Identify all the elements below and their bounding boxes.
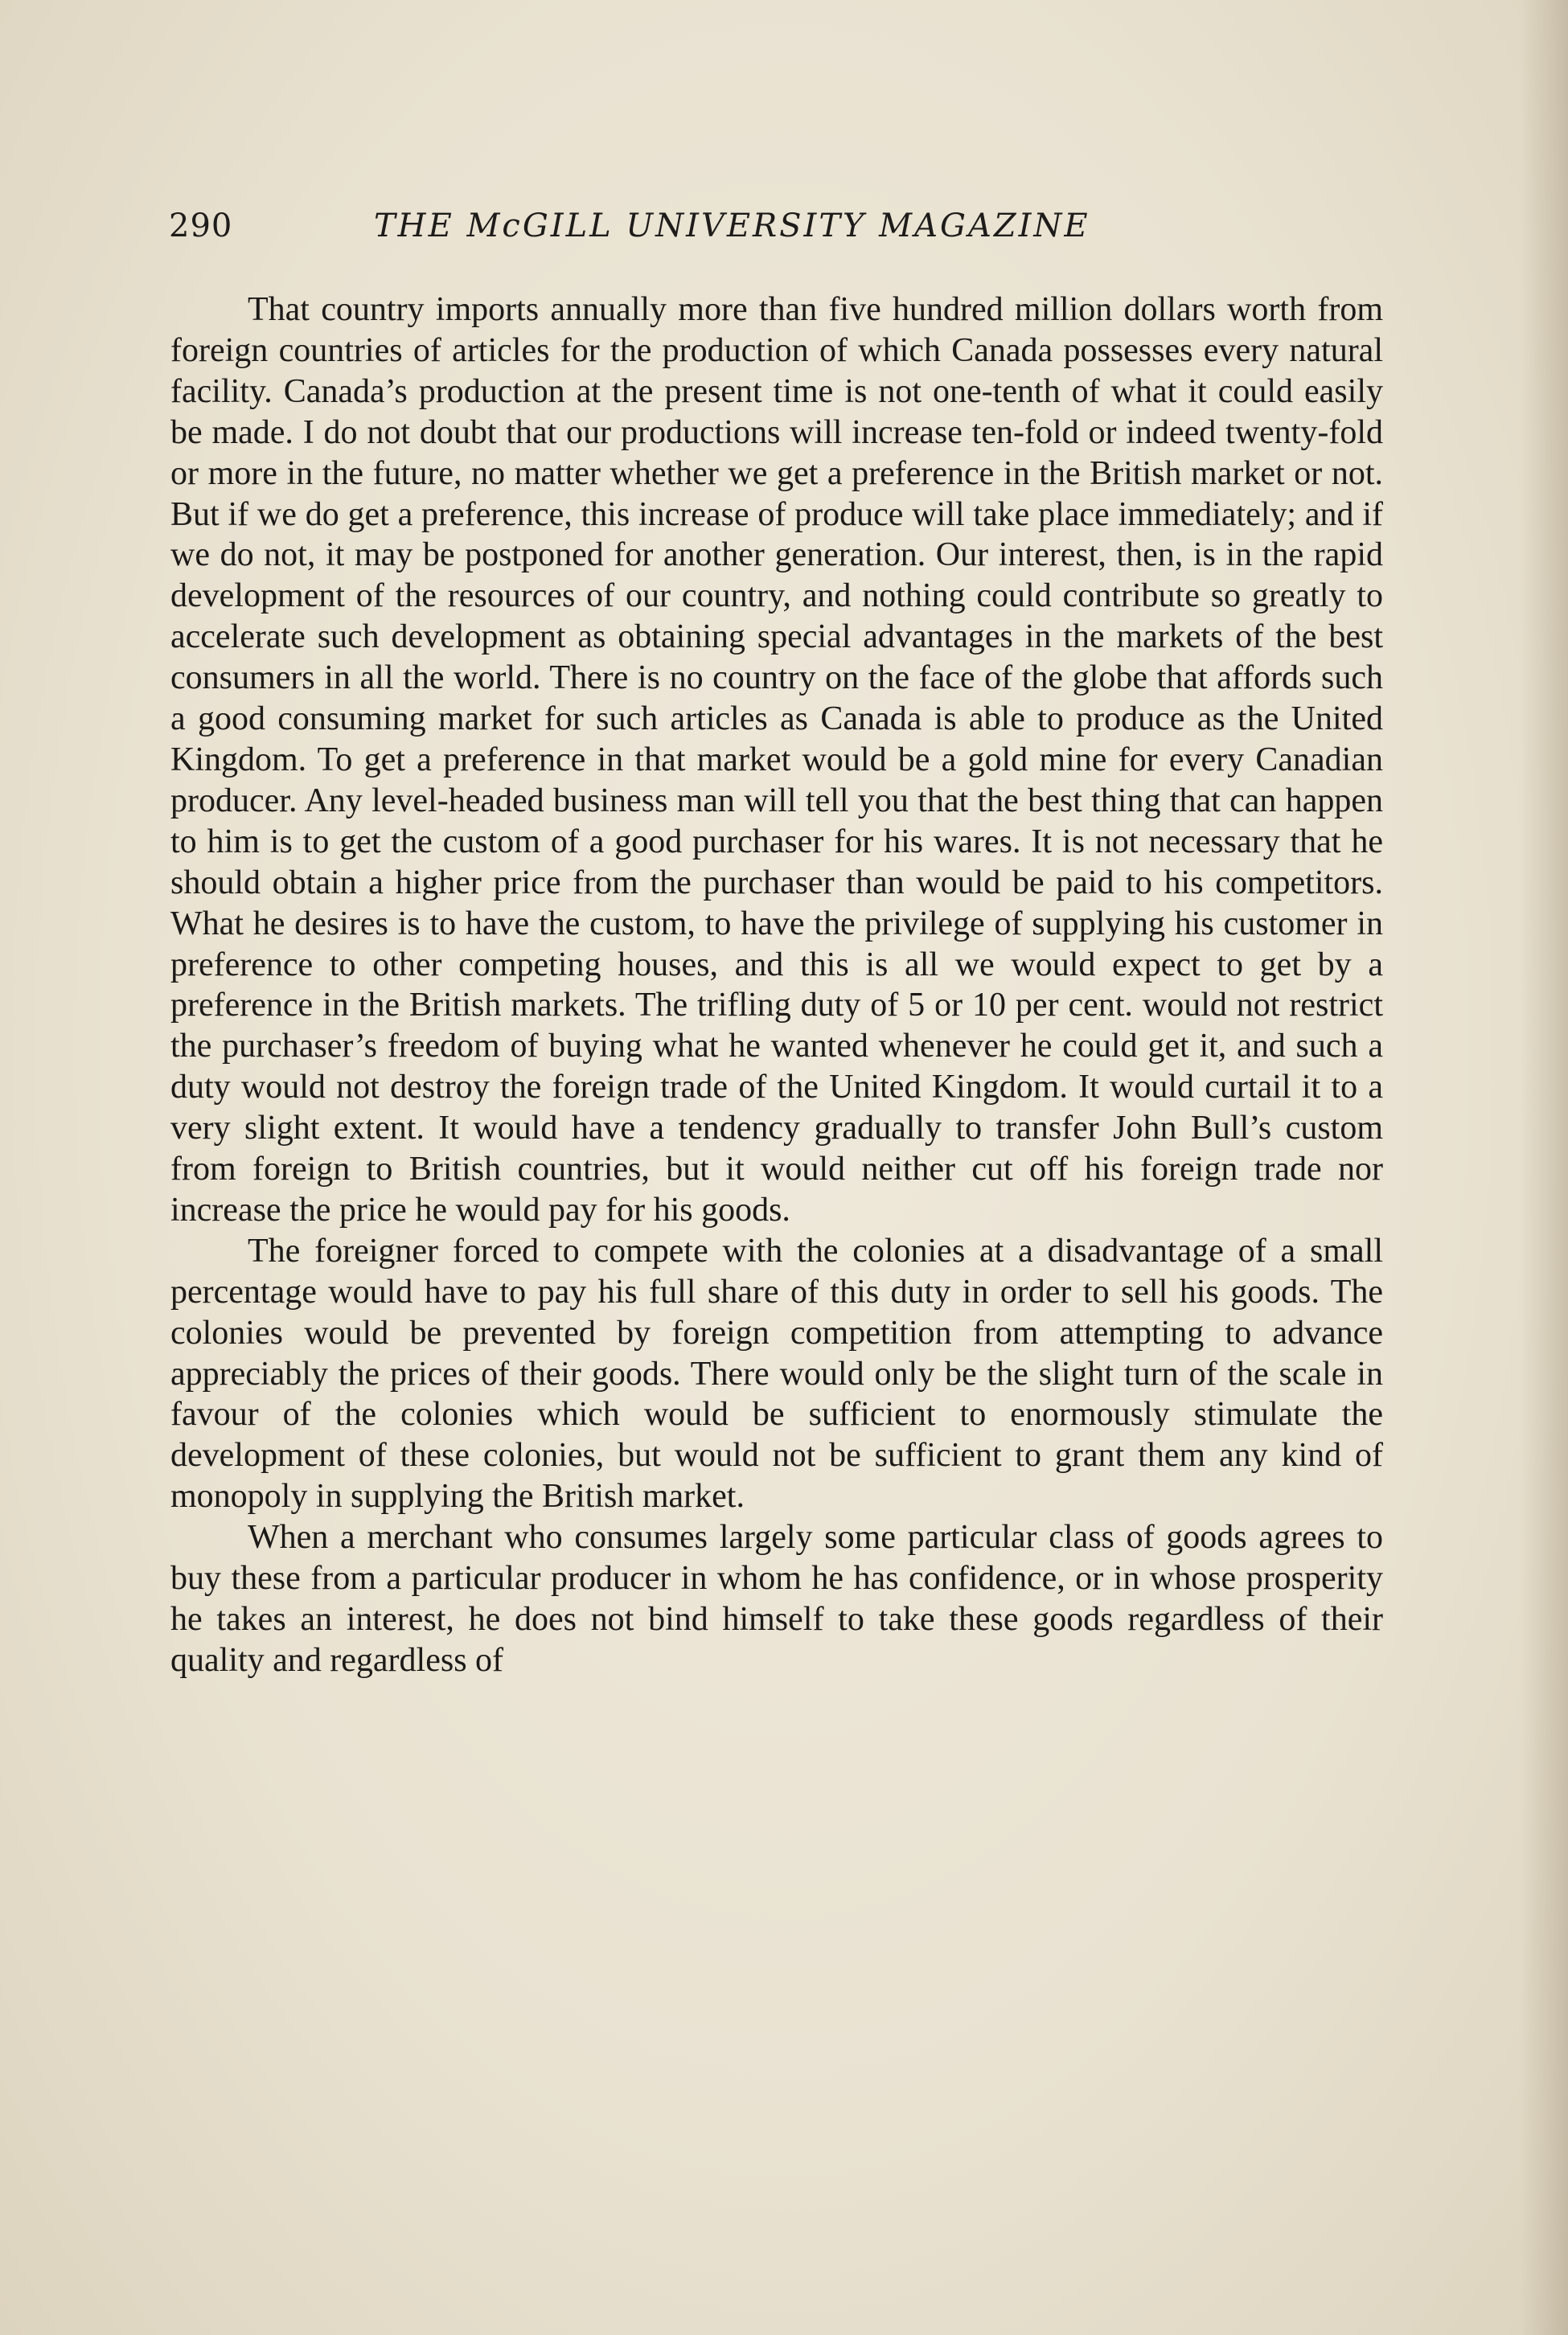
page-header	[169, 207, 1407, 256]
paragraph-3: When a merchant who consumes largely some particular class of goods agrees to buy these from a particular producer in whom he has confidence, or in whose prosperity he takes an interest, he does not bind himself to take these goods regardless of their quality and regardless of	[170, 1519, 1383, 1679]
page-number: 290	[169, 207, 233, 244]
page-edge-shadow	[1520, 0, 1568, 2335]
paragraph-1: That country imports annually more than five hundred million dollars worth from foreign countries of articles for the production of which Canada possesses every natural facility. Canada’s production at the present time is not one-tenth of what it could easily be made. I do not doubt that our productions will increase ten-fold or indeed twenty-fold or more in the future, no matter whether we get a preference in the British market or not. But if we do get a preference, this increase of produce will take place immediately; and if we do not, it may be postponed for another generation. Our interest, then, is in the rapid development of the resources of our country, and nothing could contribute so greatly to accelerate such development as obtaining special advantages in the markets of the best consumers in all the world. There is no country on the face of the globe that affords such a good consuming market for such articles as Canada is able to produce as the United Kingdom. To get a preference in that market would be a gold mine for every Canadian producer. Any level-headed business man will tell you that the best thing that can happen to him is to get the custom of a good purchaser for his wares. It is not necessary that he should obtain a higher price from the purchaser than would be paid to his competitors. What he desires is to have the custom, to have the privilege of supplying his customer in preference to other competing houses, and this is all we would expect to get by a preference in the British markets. The trifling duty of 5 or 10 per cent. would not restrict the purchaser’s freedom of buying what he wanted whenever he could get it, and such a duty would not destroy the foreign trade of the United Kingdom. It would curtail it to a very slight extent. It would have a tendency gradually to transfer John Bull’s custom from foreign to British countries, but it would neither cut off his foreign trade nor increase the price he would pay for his goods.	[170, 291, 1383, 1229]
running-title: THE McGILL UNIVERSITY MAGAZINE	[374, 207, 1090, 244]
body-text	[170, 289, 1383, 1681]
paragraph-2: The foreigner forced to compete with the colonies at a disadvantage of a small percentage would have to pay his full share of this duty in order to sell his goods. The colonies would be prevented by foreign competition from attempting to advance appreciably the prices of their goods. There would only be the slight turn of the scale in favour of the colonies which would be sufficient to enormously stimulate the development of these colonies, but would not be sufficient to grant them any kind of monopoly in supplying the British market.	[170, 1232, 1383, 1516]
